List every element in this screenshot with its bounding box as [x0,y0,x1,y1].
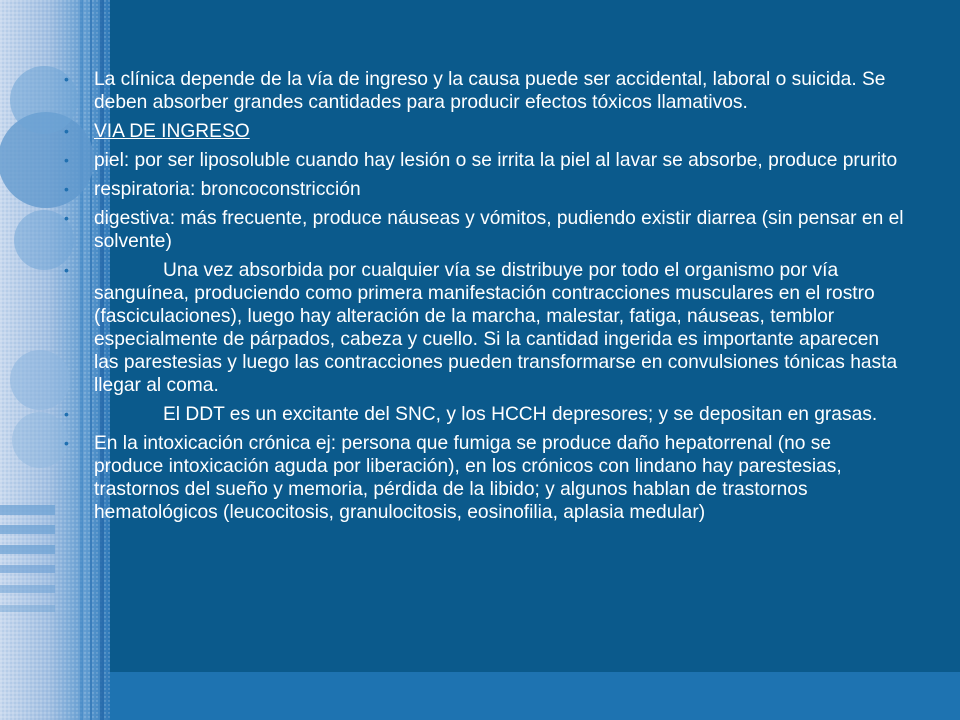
paragraph-via-de-ingreso [64,120,904,143]
paragraph-piel [64,149,904,172]
bullet-icon: • [64,152,69,168]
bullet-icon: • [64,406,69,422]
paragraph-ddt [64,403,904,426]
paragraph-cronica [64,432,904,524]
bullet-icon: • [64,262,69,278]
paragraph-text: La clínica depende de la vía de ingreso y la causa puede ser accidental, laboral o suicida. Se deben absorber grandes cantidades para producir efectos tóxicos llamativos. [94,69,886,113]
paragraph-clinica [64,68,904,114]
section-heading: VIA DE INGRESO [94,121,250,142]
bullet-icon: • [64,71,69,87]
bullet-icon: • [64,123,69,139]
paragraph-text: piel: por ser liposoluble cuando hay lesión o se irrita la piel al lavar se absorbe, produce prurito [94,150,898,171]
bullet-icon: • [64,435,69,451]
bullet-icon: • [64,181,69,197]
paragraph-text: En la intoxicación crónica ej: persona que fumiga se produce daño hepatorrenal (no se produce intoxicación aguda por liberación), en los crónicos con lindano hay parestesias, trastornos del sueño y memoria, pérdida de la libido; y algunos hablan de trastornos hematológicos (leucocitosis, granulocitosis, eosinofilia, aplasia medular) [94,433,842,523]
paragraph-text: El DDT es un excitante del SNC, y los HCCH depresores; y se depositan en grasas. [163,404,878,425]
paragraph-text: respiratoria: broncoconstricción [94,179,361,200]
paragraph-digestiva [64,207,904,253]
paragraph-respiratoria [64,178,904,201]
bullet-icon: • [64,210,69,226]
slide-content [64,68,904,524]
bottom-decorative-strip [110,672,960,720]
paragraph-text: Una vez absorbida por cualquier vía se distribuye por todo el organismo por vía sanguínea, produciendo como primera manifestación contracciones musculares en el rostro (fasciculaciones), luego hay alteración de la marcha, malestar, fatiga, náuseas, temblor especialmente de párpados, cabeza y cuello. Si la cantidad ingerida es importante aparecen las parestesias y luego las contracciones pueden transformarse en convulsiones tónicas hasta llegar al coma. [94,260,898,396]
paragraph-text: digestiva: más frecuente, produce náuseas y vómitos, pudiendo existir diarrea (sin pensar en el solvente) [94,208,904,252]
paragraph-absorcion [64,259,904,397]
